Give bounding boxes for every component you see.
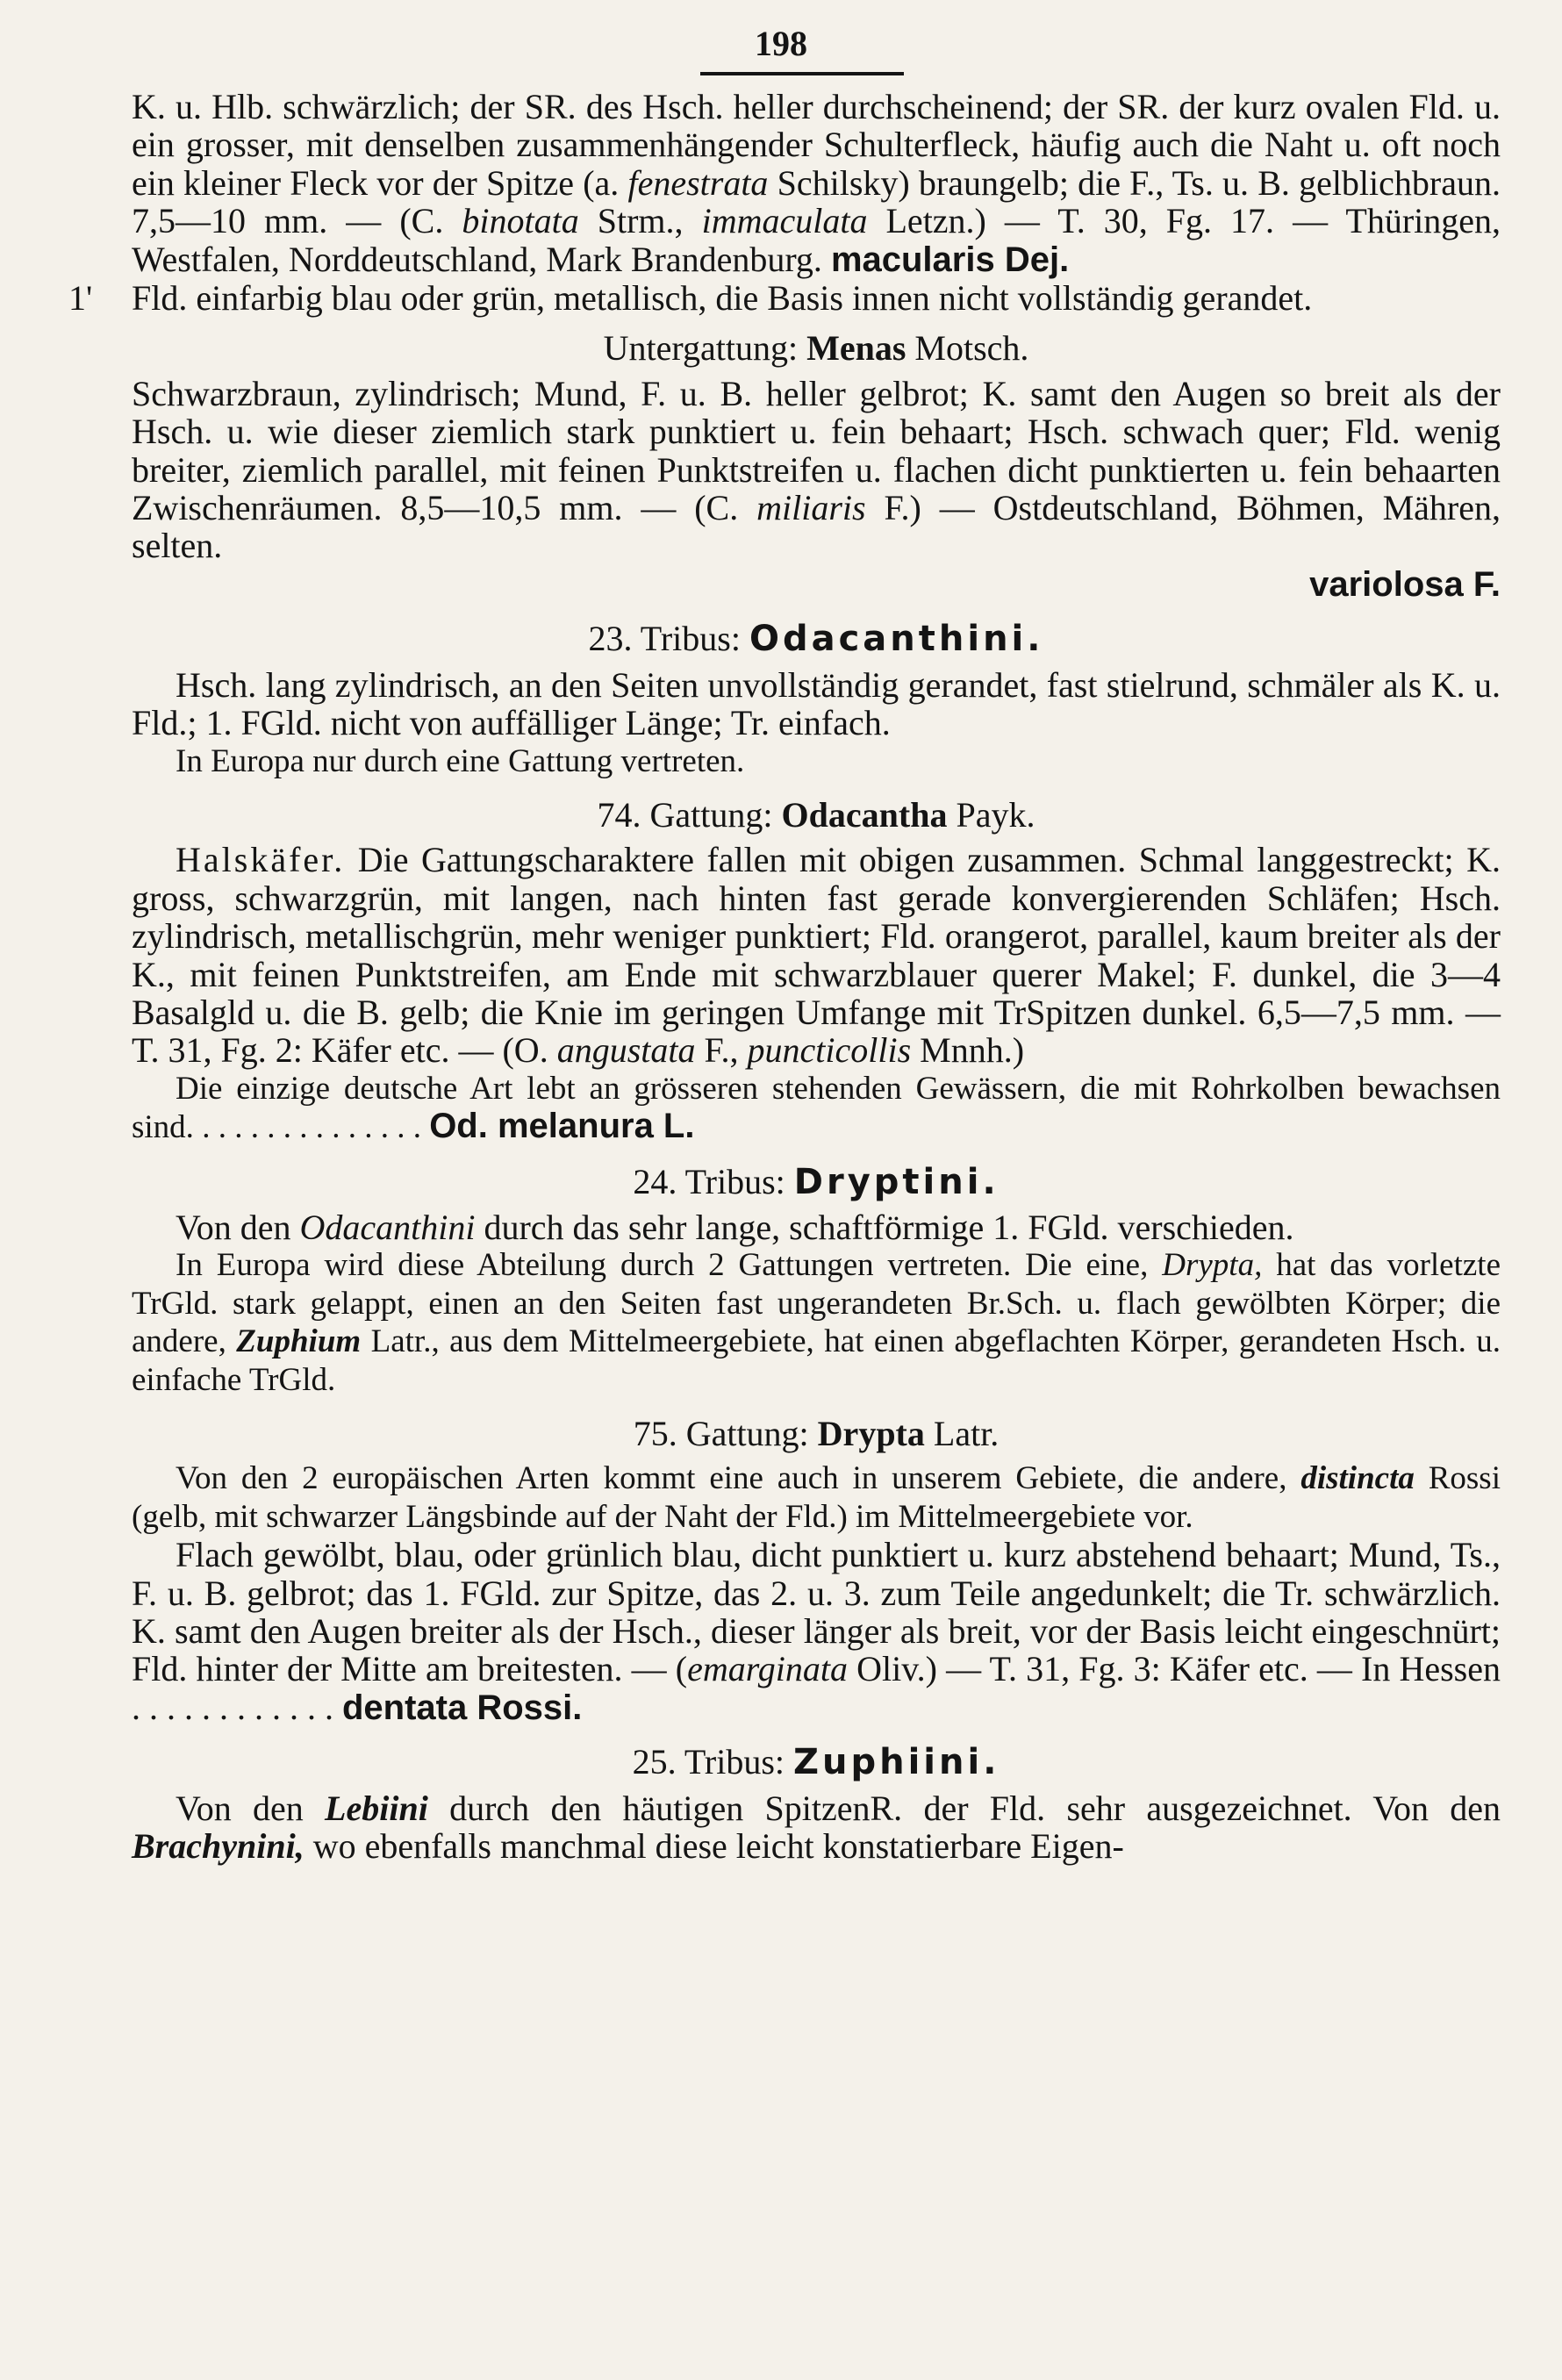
page-body — [68, 87, 1501, 1867]
tribus-23-description: Hsch. lang zylindrisch, an den Seiten unvollständig gerandet, fast stielrund, schmäler als K. u. Fld.; 1. FGld. nicht von auffälliger Länge; Tr. einfach. — [132, 664, 1501, 743]
tribus-23-note: In Europa nur durch eine Gattung vertreten. — [176, 742, 745, 779]
gattung-75-note: Von den 2 europäischen Arten kommt eine auch in unserem Gebiete, die andere, distincta Rossi (gelb, mit schwarzer Längsbinde auf der Naht der Fld.) im Mittelmeergebiete vor. — [132, 1460, 1501, 1535]
tribus-25-description: Von den Lebiini durch den häutigen SpitzenR. der Fld. sehr ausgezeichnet. Von den Brachynini, wo ebenfalls manchmal diese leicht konstatierbare Eigen- — [132, 1788, 1501, 1867]
maculatus-description: K. u. Hlb. schwärzlich; der SR. des Hsch. heller durchscheinend; der SR. der kurz ovalen Fld. u. ein grosser, mit denselben zusammenhängender Schulterfleck, häufig auch die Naht u. oft noch ein kleiner Fleck vor der Spitze (a. fenestrata Schilsky) braungelb; die F., Ts. u. B. gelblichbraun. 7,5—10 mm. — (C. binotata Strm., immaculata Letzn.) — T. 30, Fg. 17. — Thüringen, Westfalen, Norddeutschland, Mark Brandenburg. macularis Dej. — [132, 87, 1501, 279]
species-melanura: Od. melanura L. — [429, 1107, 695, 1146]
couplet-marker: 1' — [68, 278, 93, 319]
couplet-1-prime: 1' Fld. einfarbig blau oder grün, metallisch, die Basis innen nicht vollständig gerandet. — [68, 278, 1313, 319]
tribus-24-description: Von den Odacanthini durch das sehr lange, schaftförmige 1. FGld. verschieden. — [176, 1207, 1294, 1247]
gattung-74-description: Halskäfer. Die Gattungscharaktere fallen mit obigen zusammen. Schmal langgestreckt; K. gross, schwarzgrün, mit langen, nach hinten fast gerade konvergierenden Schläfen; Hsch. zylindrisch, metallischgrün, mehr weniger punktiert; Fld. orangerot, parallel, kaum breiter als der K., mit feinen Punktstreifen, am Ende mit schwarzblauer querer Makel; F. dunkel, die 3—4 Basalgld u. die B. gelb; die Knie im geringen Umfange mit TrSpitzen dunkel. 6,5—7,5 mm. — T. 31, Fg. 2: Käfer etc. — (O. angustata F., puncticollis Mnnh.) — [132, 840, 1501, 1071]
tribus-24-note: In Europa wird diese Abteilung durch 2 Gattungen vertreten. Die eine, Drypta, hat das vorletzte TrGld. stark gelappt, einen an den Seiten fast ungerandeten Br.Sch. u. flach gewölbten Körper; die andere, Zuphium Latr., aus dem Mittelmeergebiete, hat einen abgeflachten Körper, gerandeten Hsch. u. einfache TrGld. — [132, 1247, 1501, 1398]
gattung-74-heading: 74. Gattung: Odacantha Payk. — [597, 794, 1035, 835]
menas-description: Schwarzbraun, zylindrisch; Mund, F. u. B. heller gelbrot; K. samt den Augen so breit als der Hsch. u. wie dieser ziemlich stark punktiert u. fein behaart; Hsch. schwach quer; Fld. wenig breiter, ziemlich parallel, mit feinen Punktstreifen u. flachen dicht punktierten u. fein behaarten Zwischenräumen. 8,5—10,5 mm. — (C. miliaris F.) — Ostdeutschland, Böhmen, Mähren, selten. — [132, 373, 1501, 566]
page-number-rule — [700, 72, 904, 75]
gattung-74-note: Die einzige deutsche Art lebt an grösseren stehenden Gewässern, die mit Rohrkolben bewachsen sind. . . . . . . . . . . . . . . Od. melanura L. — [132, 1070, 1501, 1146]
species-name: macularis Dej. — [830, 240, 1070, 279]
gattung-75-heading: 75. Gattung: Drypta Latr. — [633, 1414, 1000, 1453]
page-number: 198 — [755, 24, 807, 63]
tribus-24-heading: 24. Tribus: Dryptini. — [633, 1161, 1000, 1202]
subgenus-heading: Untergattung: Menas Motsch. — [603, 328, 1029, 369]
species-variolosa: variolosa F. — [1309, 564, 1501, 604]
tribus-23-heading: 23. Tribus: Odacanthini. — [588, 619, 1044, 660]
species-dentata: dentata Rossi. — [342, 1688, 583, 1727]
gattung-75-description: Flach gewölbt, blau, oder grünlich blau, dicht punktiert u. kurz abstehend behaart; Mund, Ts., F. u. B. gelbrot; das 1. FGld. zur Spitze, das 2. u. 3. zum Teile angedunkelt; die Tr. schwärzlich. K. samt den Augen breiter als der Hsch., dieser länger als breit, vor der Basis leicht eingeschnürt; Fld. hinter der Mitte am breitesten. — (emarginata Oliv.) — T. 31, Fg. 3: Käfer etc. — In Hessen . . . . . . . . . . . . dentata Rossi. — [132, 1535, 1501, 1727]
tribus-25-heading: 25. Tribus: Zuphiini. — [632, 1742, 1000, 1783]
